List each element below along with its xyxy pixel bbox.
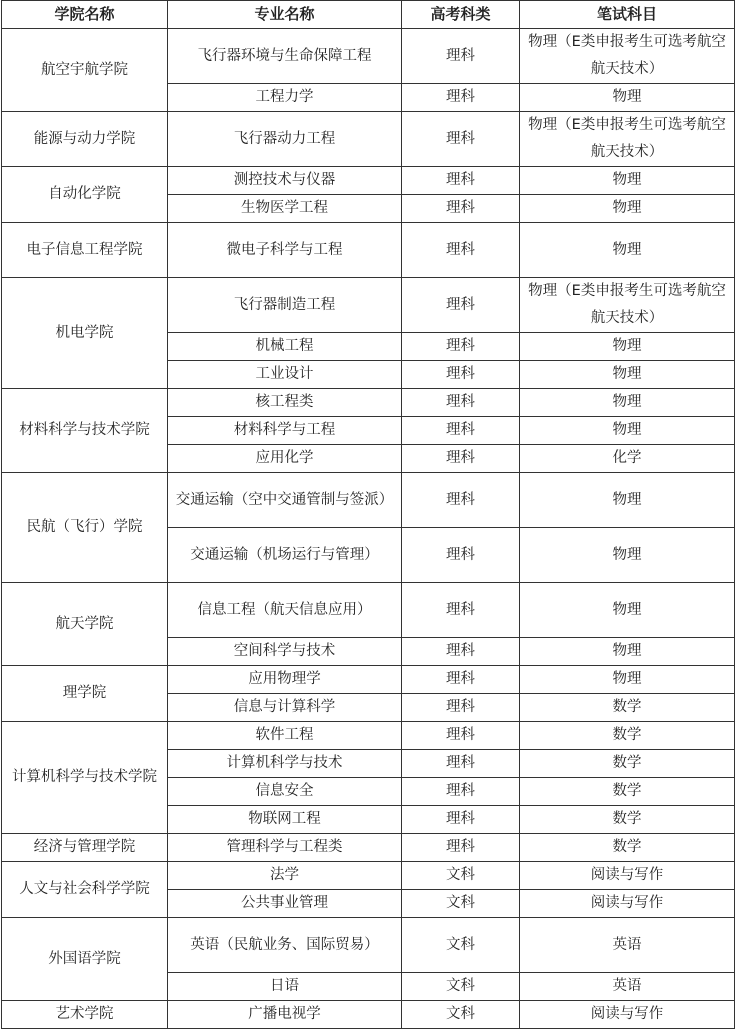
subject-cell: 阅读与写作 xyxy=(520,890,735,918)
category-cell: 文科 xyxy=(402,973,520,1001)
subject-cell: 数学 xyxy=(520,694,735,722)
subject-cell: 数学 xyxy=(520,750,735,778)
major-cell: 核工程类 xyxy=(168,389,402,417)
table-row xyxy=(2,473,735,528)
category-cell: 理科 xyxy=(402,389,520,417)
college-cell: 自动化学院 xyxy=(2,167,168,223)
college-cell: 经济与管理学院 xyxy=(2,834,168,862)
major-cell: 工程力学 xyxy=(168,84,402,112)
college-cell: 人文与社会科学学院 xyxy=(2,862,168,918)
major-cell: 飞行器环境与生命保障工程 xyxy=(168,29,402,84)
table-row xyxy=(2,112,735,167)
college-cell: 民航（飞行）学院 xyxy=(2,473,168,583)
table-row xyxy=(2,583,735,638)
category-cell: 文科 xyxy=(402,890,520,918)
subject-cell: 物理 xyxy=(520,638,735,666)
table-row xyxy=(2,918,735,973)
college-cell: 航空宇航学院 xyxy=(2,29,168,112)
table-row xyxy=(2,862,735,890)
header-category: 高考科类 xyxy=(402,1,520,29)
college-cell: 计算机科学与技术学院 xyxy=(2,722,168,834)
category-cell: 理科 xyxy=(402,445,520,473)
subject-cell: 化学 xyxy=(520,445,735,473)
college-cell: 艺术学院 xyxy=(2,1001,168,1029)
major-cell: 生物医学工程 xyxy=(168,195,402,223)
major-cell: 材料科学与工程 xyxy=(168,417,402,445)
header-major: 专业名称 xyxy=(168,1,402,29)
subject-cell: 数学 xyxy=(520,722,735,750)
major-cell: 信息工程（航天信息应用） xyxy=(168,583,402,638)
table-row xyxy=(2,834,735,862)
category-cell: 理科 xyxy=(402,84,520,112)
major-cell: 微电子科学与工程 xyxy=(168,223,402,278)
category-cell: 理科 xyxy=(402,223,520,278)
major-cell: 应用化学 xyxy=(168,445,402,473)
table-row xyxy=(2,1001,735,1029)
category-cell: 理科 xyxy=(402,583,520,638)
college-cell: 机电学院 xyxy=(2,278,168,389)
major-cell: 交通运输（空中交通管制与签派） xyxy=(168,473,402,528)
category-cell: 理科 xyxy=(402,750,520,778)
subject-cell: 物理 xyxy=(520,84,735,112)
subject-cell: 物理 xyxy=(520,583,735,638)
subject-cell: 物理 xyxy=(520,167,735,195)
subject-cell: 物理 xyxy=(520,195,735,223)
major-cell: 交通运输（机场运行与管理） xyxy=(168,528,402,583)
college-cell: 外国语学院 xyxy=(2,918,168,1001)
subject-cell: 物理（E类申报考生可选考航空航天技术） xyxy=(520,29,735,84)
table-row xyxy=(2,389,735,417)
category-cell: 理科 xyxy=(402,778,520,806)
subject-cell: 数学 xyxy=(520,806,735,834)
major-cell: 应用物理学 xyxy=(168,666,402,694)
table-body xyxy=(2,29,735,1029)
category-cell: 理科 xyxy=(402,694,520,722)
major-cell: 飞行器制造工程 xyxy=(168,278,402,333)
category-cell: 理科 xyxy=(402,361,520,389)
table-row xyxy=(2,167,735,195)
subject-cell: 物理 xyxy=(520,528,735,583)
table-row xyxy=(2,223,735,278)
table-row xyxy=(2,666,735,694)
category-cell: 理科 xyxy=(402,638,520,666)
table-row xyxy=(2,722,735,750)
major-cell: 英语（民航业务、国际贸易） xyxy=(168,918,402,973)
category-cell: 理科 xyxy=(402,333,520,361)
category-cell: 理科 xyxy=(402,278,520,333)
college-cell: 理学院 xyxy=(2,666,168,722)
major-cell: 软件工程 xyxy=(168,722,402,750)
subject-cell: 物理 xyxy=(520,473,735,528)
subject-cell: 英语 xyxy=(520,973,735,1001)
subject-cell: 物理 xyxy=(520,417,735,445)
major-cell: 测控技术与仪器 xyxy=(168,167,402,195)
major-cell: 飞行器动力工程 xyxy=(168,112,402,167)
majors-table xyxy=(1,0,735,1029)
major-cell: 空间科学与技术 xyxy=(168,638,402,666)
subject-cell: 数学 xyxy=(520,778,735,806)
college-cell: 能源与动力学院 xyxy=(2,112,168,167)
subject-cell: 物理 xyxy=(520,223,735,278)
major-cell: 日语 xyxy=(168,973,402,1001)
major-cell: 法学 xyxy=(168,862,402,890)
header-college: 学院名称 xyxy=(2,1,168,29)
subject-cell: 阅读与写作 xyxy=(520,1001,735,1029)
subject-cell: 物理（E类申报考生可选考航空航天技术） xyxy=(520,112,735,167)
category-cell: 理科 xyxy=(402,167,520,195)
category-cell: 理科 xyxy=(402,29,520,84)
major-cell: 广播电视学 xyxy=(168,1001,402,1029)
major-cell: 公共事业管理 xyxy=(168,890,402,918)
category-cell: 理科 xyxy=(402,666,520,694)
college-cell: 电子信息工程学院 xyxy=(2,223,168,278)
major-cell: 计算机科学与技术 xyxy=(168,750,402,778)
header-subject: 笔试科目 xyxy=(520,1,735,29)
subject-cell: 物理 xyxy=(520,333,735,361)
category-cell: 理科 xyxy=(402,112,520,167)
category-cell: 文科 xyxy=(402,862,520,890)
category-cell: 理科 xyxy=(402,528,520,583)
category-cell: 理科 xyxy=(402,806,520,834)
category-cell: 理科 xyxy=(402,722,520,750)
category-cell: 理科 xyxy=(402,473,520,528)
table-header-row xyxy=(2,1,735,29)
category-cell: 理科 xyxy=(402,195,520,223)
subject-cell: 数学 xyxy=(520,834,735,862)
category-cell: 理科 xyxy=(402,417,520,445)
table-row xyxy=(2,278,735,333)
major-cell: 管理科学与工程类 xyxy=(168,834,402,862)
subject-cell: 物理 xyxy=(520,389,735,417)
college-cell: 材料科学与技术学院 xyxy=(2,389,168,473)
subject-cell: 物理 xyxy=(520,666,735,694)
major-cell: 信息与计算科学 xyxy=(168,694,402,722)
subject-cell: 物理（E类申报考生可选考航空航天技术） xyxy=(520,278,735,333)
category-cell: 文科 xyxy=(402,918,520,973)
subject-cell: 阅读与写作 xyxy=(520,862,735,890)
table-row xyxy=(2,29,735,84)
category-cell: 理科 xyxy=(402,834,520,862)
major-cell: 信息安全 xyxy=(168,778,402,806)
category-cell: 文科 xyxy=(402,1001,520,1029)
major-cell: 机械工程 xyxy=(168,333,402,361)
subject-cell: 物理 xyxy=(520,361,735,389)
major-cell: 物联网工程 xyxy=(168,806,402,834)
major-cell: 工业设计 xyxy=(168,361,402,389)
subject-cell: 英语 xyxy=(520,918,735,973)
college-cell: 航天学院 xyxy=(2,583,168,666)
